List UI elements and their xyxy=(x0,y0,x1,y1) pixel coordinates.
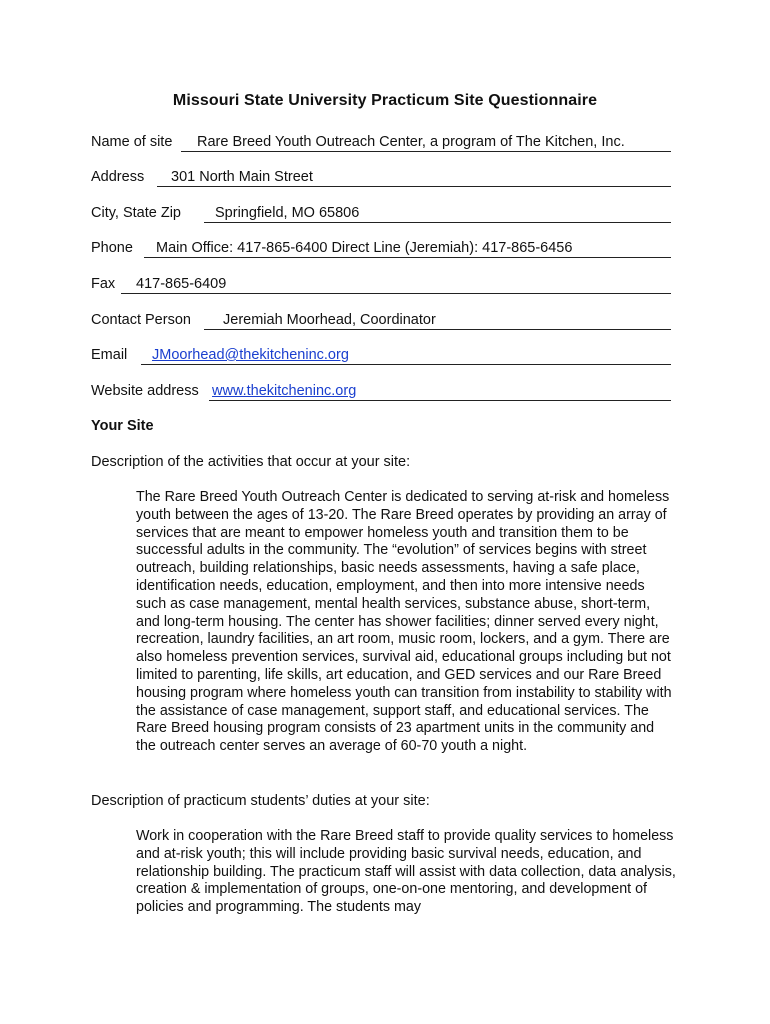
phone-field xyxy=(91,238,671,258)
site-name-value: Rare Breed Youth Outreach Center, a program of The Kitchen, Inc. xyxy=(197,134,625,150)
address-value: 301 North Main Street xyxy=(171,169,313,185)
website-link[interactable]: www.thekitcheninc.org xyxy=(212,383,357,399)
fax-field xyxy=(91,274,671,294)
phone-label: Phone xyxy=(91,240,133,256)
contact-person-field xyxy=(91,310,671,330)
contact-person-value: Jeremiah Moorhead, Coordinator xyxy=(223,312,436,328)
activities-prompt: Description of the activities that occur at your site: xyxy=(91,454,411,470)
phone-value: Main Office: 417-865-6400 Direct Line (Jeremiah): 417-865-6456 xyxy=(156,240,573,256)
duties-prompt: Description of practicum students’ duties at your site: xyxy=(91,793,430,809)
address-field xyxy=(91,167,671,187)
fax-label: Fax xyxy=(91,276,116,292)
document-title: Missouri State University Practicum Site Questionnaire xyxy=(172,92,598,109)
city-state-zip-field xyxy=(91,203,671,223)
city-state-zip-value: Springfield, MO 65806 xyxy=(215,205,360,221)
email-label: Email xyxy=(91,347,128,363)
website-label: Website address xyxy=(91,383,199,399)
site-name-field xyxy=(91,132,671,152)
your-site-heading: Your Site xyxy=(91,418,154,434)
email-field xyxy=(91,345,671,365)
contact-person-label: Contact Person xyxy=(91,312,191,328)
duties-description: Work in cooperation with the Rare Breed staff to provide quality services to homeless and at-risk youth; this will include providing basic survival needs, education, and relationship building. The practicum staff will assist with data collection, data analysis, creation & implementation of groups, one-on-one mentoring, and development of policies and programming. The students may xyxy=(136,828,676,916)
site-name-label: Name of site xyxy=(91,134,173,150)
address-label: Address xyxy=(91,169,145,185)
activities-description: The Rare Breed Youth Outreach Center is dedicated to serving at-risk and homeless youth between the ages of 13-20. The Rare Breed operates by providing an array of services that are meant to empower homeless youth and transition them to be successful adults in the community. The “evolution” of services begins with street outreach, building relationships, basic needs assessments, having a safe place, identification needs, education, employment, and then into more intensive needs such as case management, mental health services, substance abuse, short-term, and long-term housing. The center has shower facilities; dinner served every night, recreation, laundry facilities, an art room, music room, lockers, and a gym. There are also homeless prevention services, survival aid, educational groups including but not limited to parenting, life skills, art education, and GED services and our Rare Breed housing program where homeless youth can transition from instability to stability with the assistance of case management, support staff, and educational services. The Rare Breed housing program consists of 23 apartment units in the community and the outreach center serves an average of 60-70 youth a night. xyxy=(136,489,672,755)
website-field xyxy=(91,381,671,401)
city-state-zip-label: City, State Zip xyxy=(91,205,181,221)
fax-value: 417-865-6409 xyxy=(136,276,227,292)
email-link[interactable]: JMoorhead@thekitcheninc.org xyxy=(152,347,349,363)
